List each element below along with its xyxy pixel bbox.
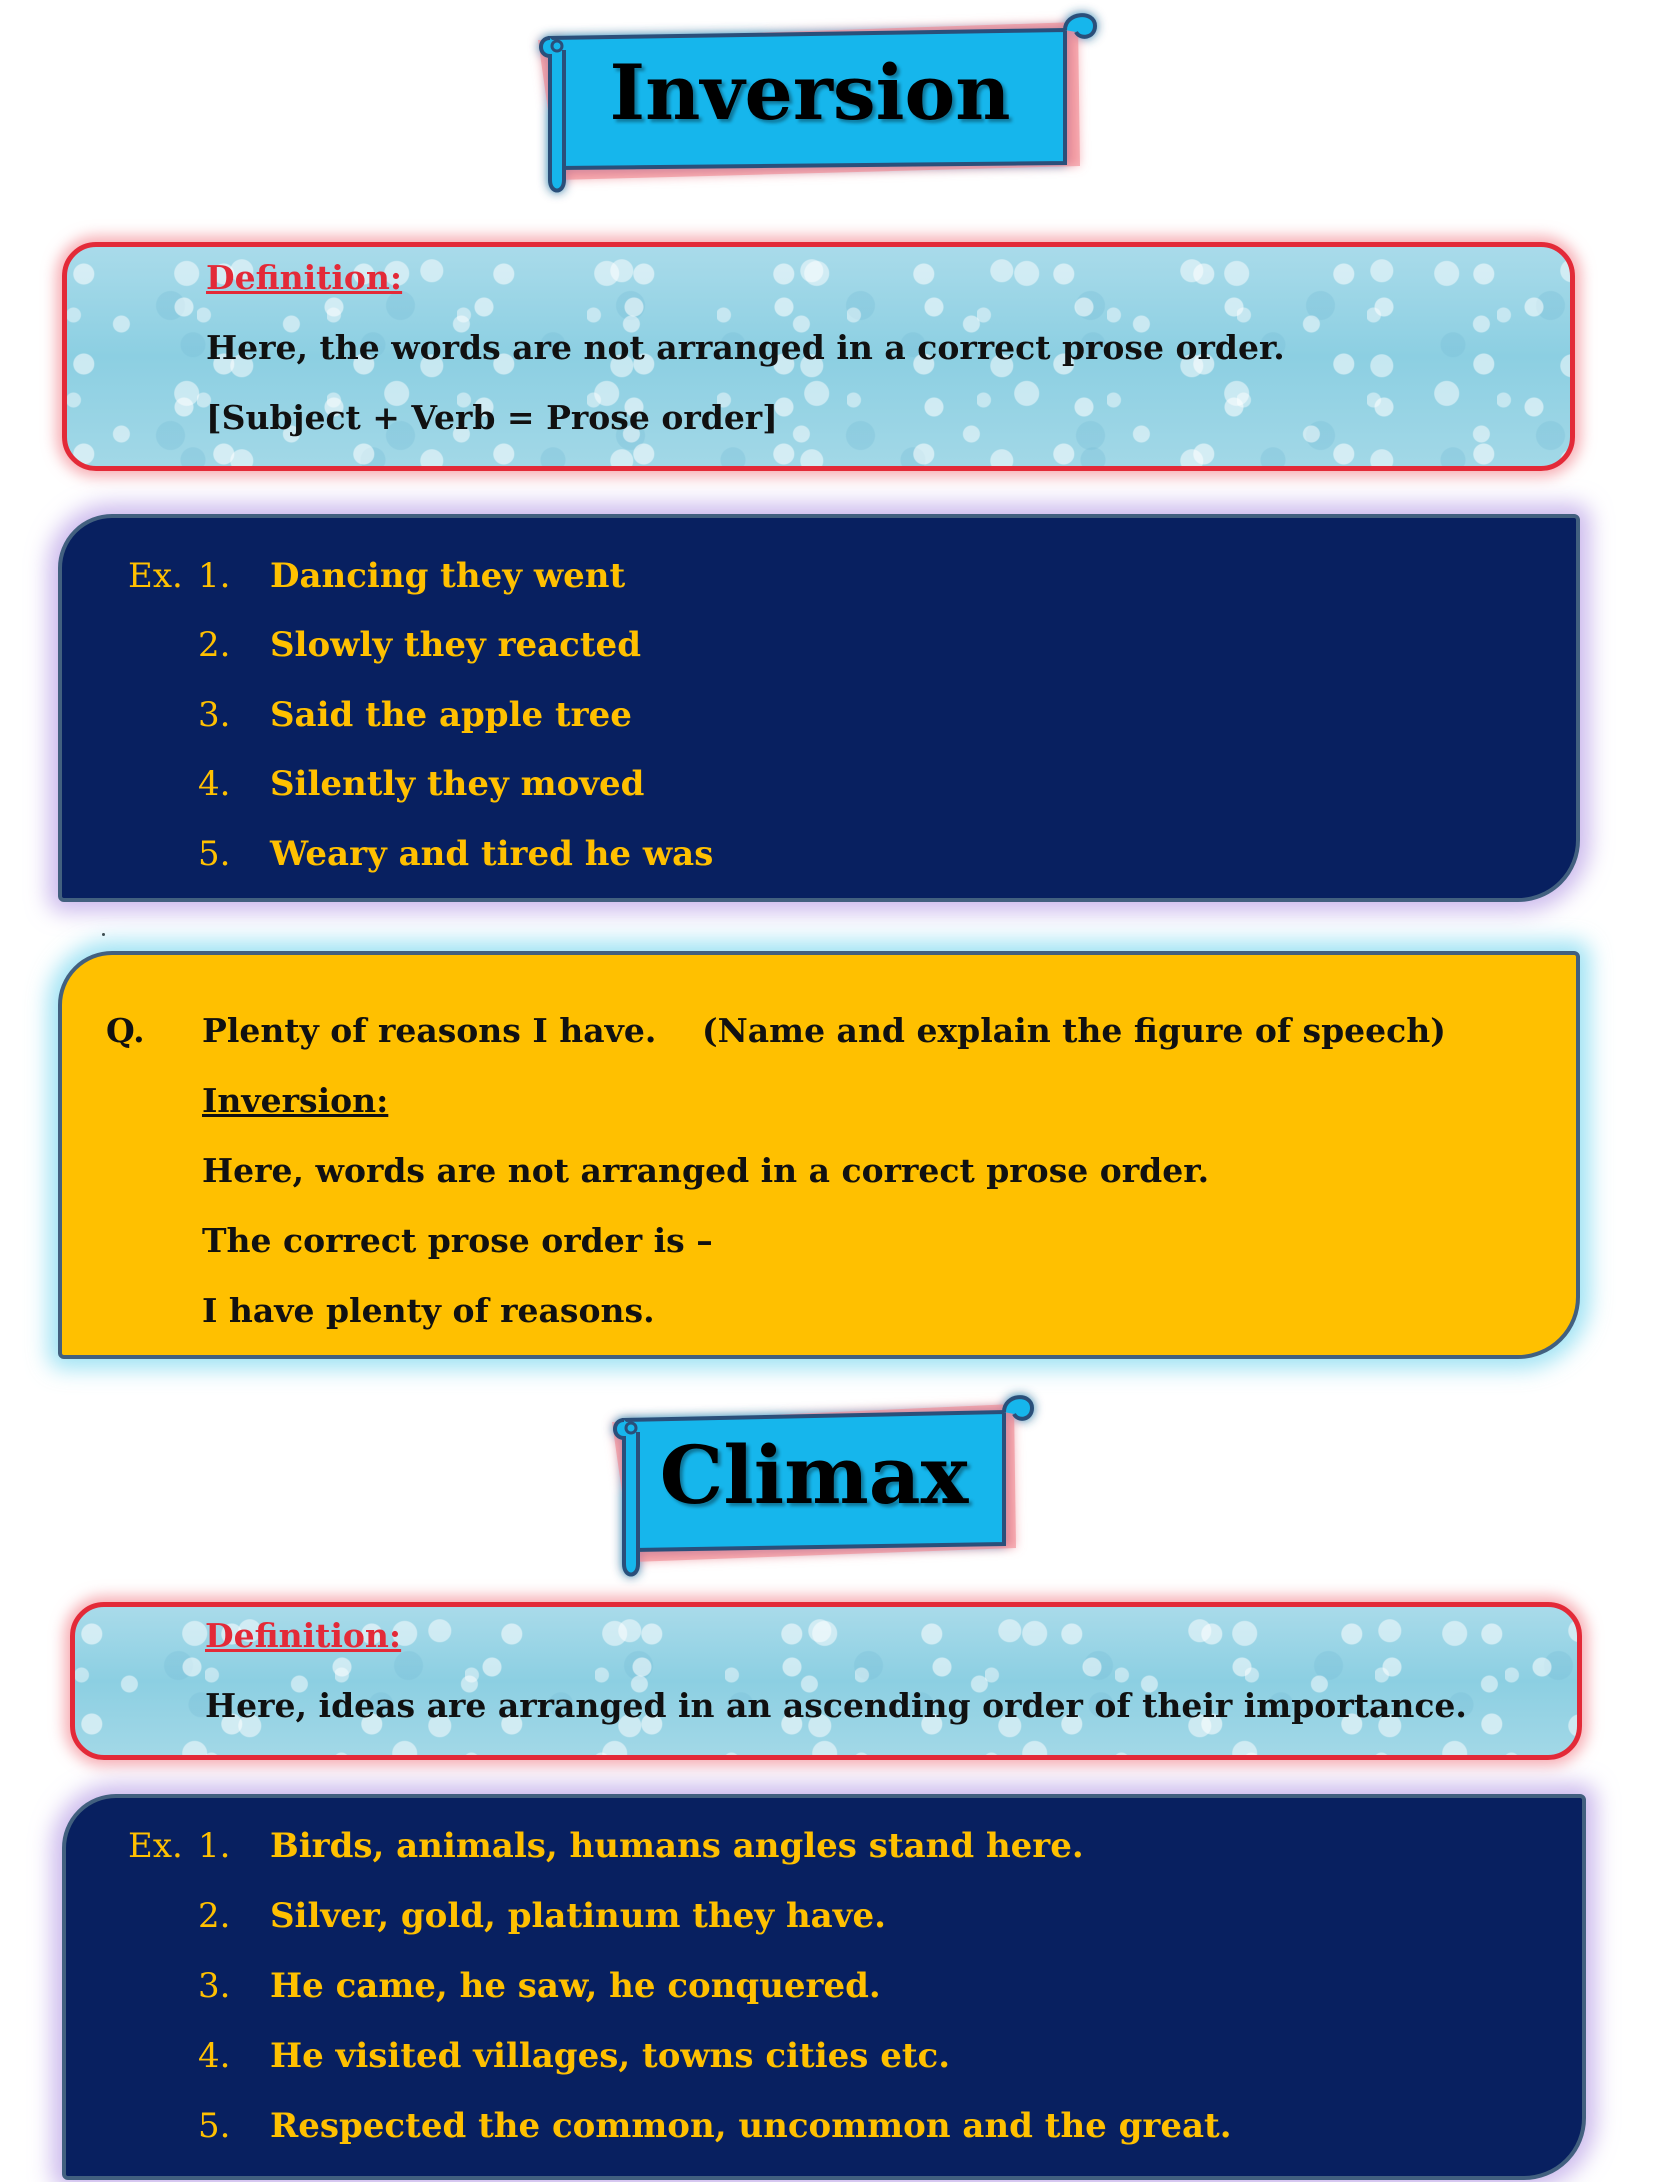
example-number: 5. <box>198 2106 231 2146</box>
example-number: 3. <box>198 1966 231 2006</box>
page-title: Inversion <box>609 48 1011 137</box>
list-item <box>102 556 1502 596</box>
example-number: 4. <box>198 764 231 804</box>
example-text: Said the apple tree <box>270 695 632 735</box>
inversion-definition-box <box>62 242 1575 471</box>
section-title: Climax <box>659 1428 969 1522</box>
answer-text: The correct prose order is – <box>202 1221 713 1260</box>
answer-label-row <box>202 1081 388 1121</box>
example-number: 2. <box>198 1896 231 1936</box>
climax-examples-box <box>62 1794 1586 2180</box>
question-prefix: Q. <box>106 1011 145 1050</box>
list-item <box>102 2106 1502 2146</box>
example-text: Silver, gold, platinum they have. <box>270 1896 886 1936</box>
example-text: Slowly they reacted <box>270 625 641 665</box>
definition-label: Definition: <box>205 1616 402 1655</box>
answer-text: I have plenty of reasons. <box>202 1291 655 1330</box>
climax-definition-box <box>70 1602 1582 1760</box>
list-item <box>102 1896 1502 1936</box>
inversion-examples-box <box>58 514 1580 902</box>
list-item <box>102 2036 1502 2076</box>
example-text: Respected the common, uncommon and the great. <box>270 2106 1232 2146</box>
example-number: 4. <box>198 2036 231 2076</box>
example-number: 1. <box>198 556 231 596</box>
answer-line <box>202 1151 1209 1191</box>
example-number: 5. <box>198 834 231 874</box>
list-item <box>102 1826 1502 1866</box>
list-item <box>102 695 1502 735</box>
list-item <box>102 1966 1502 2006</box>
example-number: 1. <box>198 1826 231 1866</box>
example-text: Silently they moved <box>270 764 645 804</box>
climax-banner <box>594 1382 1034 1582</box>
answer-text: Here, words are not arranged in a correct prose order. <box>202 1151 1210 1190</box>
answer-line <box>202 1221 713 1261</box>
example-number: 2. <box>198 625 231 665</box>
example-text: Weary and tired he was <box>270 834 714 874</box>
example-text: Birds, animals, humans angles stand here. <box>270 1826 1084 1866</box>
example-prefix: Ex. <box>128 556 183 596</box>
question-instruction: (Name and explain the figure of speech) <box>702 1011 1446 1050</box>
example-text: Dancing they went <box>270 556 626 596</box>
definition-text: Here, the words are not arranged in a correct prose order. <box>206 328 1285 367</box>
answer-label: Inversion: <box>202 1081 389 1120</box>
example-text: He came, he saw, he conquered. <box>270 1966 881 2006</box>
example-text: He visited villages, towns cities etc. <box>270 2036 951 2076</box>
example-prefix: Ex. <box>128 1826 183 1866</box>
question-row <box>62 1011 1562 1051</box>
list-item <box>102 834 1502 874</box>
stray-dot <box>102 933 105 936</box>
list-item <box>102 625 1502 665</box>
question-sentence: Plenty of reasons I have. <box>202 1011 657 1050</box>
inversion-question-box <box>58 951 1580 1359</box>
definition-formula: [Subject + Verb = Prose order] <box>206 398 778 437</box>
example-number: 3. <box>198 695 231 735</box>
list-item <box>102 764 1502 804</box>
answer-line <box>202 1291 655 1331</box>
inversion-banner <box>520 0 1100 200</box>
definition-label: Definition: <box>206 258 403 297</box>
definition-text: Here, ideas are arranged in an ascending order of their importance. <box>205 1686 1467 1725</box>
